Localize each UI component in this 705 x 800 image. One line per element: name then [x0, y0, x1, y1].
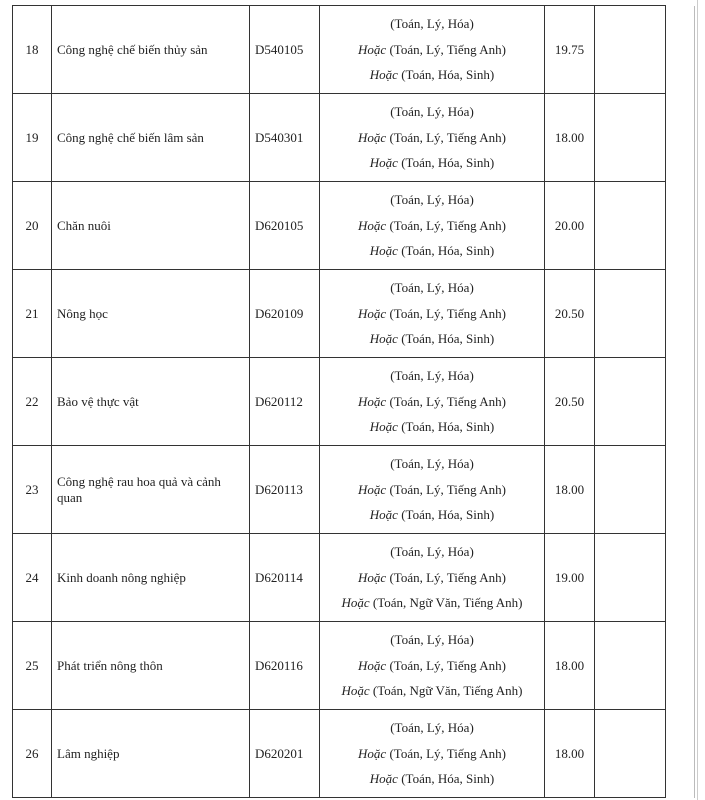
combination-text: (Toán, Lý, Tiếng Anh) [386, 305, 506, 321]
table-row [13, 358, 695, 446]
subject-combination [325, 37, 539, 63]
major-code: D620201 [250, 710, 320, 798]
combination-text: (Toán, Lý, Tiếng Anh) [386, 129, 506, 145]
subject-combinations [320, 182, 545, 270]
subject-combinations [320, 534, 545, 622]
major-name: Bảo vệ thực vật [52, 358, 250, 446]
admission-scores-table [12, 5, 695, 798]
row-number: 26 [13, 710, 52, 798]
admission-score: 19.00 [545, 534, 595, 622]
admission-score: 20.50 [545, 358, 595, 446]
or-label: Hoặc [369, 507, 398, 523]
combination-text: (Toán, Lý, Hóa) [390, 16, 474, 32]
empty-cell [666, 358, 695, 446]
subject-combinations [320, 622, 545, 710]
empty-cell [666, 622, 695, 710]
row-number: 22 [13, 358, 52, 446]
admission-score: 18.00 [545, 710, 595, 798]
combination-text: (Toán, Lý, Hóa) [390, 720, 474, 736]
subject-combination [325, 238, 539, 264]
subject-combination [325, 389, 539, 415]
empty-cell [595, 6, 666, 94]
subject-combination [325, 451, 539, 477]
subject-combination [325, 150, 539, 176]
or-label: Hoặc [358, 745, 387, 761]
subject-combination [325, 741, 539, 767]
empty-cell [666, 182, 695, 270]
empty-cell [666, 710, 695, 798]
combination-text: (Toán, Hóa, Sinh) [397, 419, 495, 435]
row-number: 20 [13, 182, 52, 270]
empty-cell [595, 182, 666, 270]
combination-text: (Toán, Lý, Tiếng Anh) [386, 569, 506, 585]
combination-text: (Toán, Hóa, Sinh) [397, 331, 495, 347]
subject-combination [325, 275, 539, 301]
admission-score: 18.00 [545, 622, 595, 710]
combination-text: (Toán, Hóa, Sinh) [397, 243, 495, 259]
table-row [13, 534, 695, 622]
combination-text: (Toán, Lý, Hóa) [390, 104, 474, 120]
major-code: D540301 [250, 94, 320, 182]
subject-combination [325, 213, 539, 239]
subject-combination [325, 414, 539, 440]
subject-combination [325, 678, 539, 704]
table-row [13, 710, 695, 798]
major-name: Công nghệ chế biến thủy sản [52, 6, 250, 94]
row-number: 19 [13, 94, 52, 182]
table-row [13, 6, 695, 94]
major-code: D620112 [250, 358, 320, 446]
empty-cell [595, 358, 666, 446]
or-label: Hoặc [369, 155, 398, 171]
or-label: Hoặc [369, 419, 398, 435]
or-label: Hoặc [358, 657, 387, 673]
empty-cell [595, 710, 666, 798]
or-label: Hoặc [341, 683, 370, 699]
empty-cell [595, 94, 666, 182]
subject-combination [325, 715, 539, 741]
table-row [13, 622, 695, 710]
admission-score: 18.00 [545, 94, 595, 182]
subject-combination [325, 766, 539, 792]
admission-score: 19.75 [545, 6, 595, 94]
table-row [13, 182, 695, 270]
or-label: Hoặc [369, 771, 398, 787]
combination-text: (Toán, Lý, Hóa) [390, 192, 474, 208]
table-row [13, 446, 695, 534]
major-code: D540105 [250, 6, 320, 94]
subject-combinations [320, 446, 545, 534]
table-body [13, 6, 695, 798]
subject-combination [325, 502, 539, 528]
subject-combination [325, 653, 539, 679]
table-row [13, 270, 695, 358]
major-name: Phát triển nông thôn [52, 622, 250, 710]
row-number: 25 [13, 622, 52, 710]
combination-text: (Toán, Hóa, Sinh) [397, 67, 495, 83]
admission-score: 18.00 [545, 446, 595, 534]
combination-text: (Toán, Lý, Tiếng Anh) [386, 393, 506, 409]
major-name: Chăn nuôi [52, 182, 250, 270]
empty-cell [666, 446, 695, 534]
combination-text: (Toán, Lý, Hóa) [390, 368, 474, 384]
or-label: Hoặc [358, 217, 387, 233]
row-number: 18 [13, 6, 52, 94]
subject-combinations [320, 358, 545, 446]
combination-text: (Toán, Lý, Tiếng Anh) [386, 657, 506, 673]
empty-cell [595, 270, 666, 358]
row-number: 21 [13, 270, 52, 358]
or-label: Hoặc [369, 67, 398, 83]
subject-combinations [320, 94, 545, 182]
or-label: Hoặc [358, 129, 387, 145]
or-label: Hoặc [369, 243, 398, 259]
or-label: Hoặc [358, 41, 387, 57]
table-row [13, 94, 695, 182]
major-code: D620113 [250, 446, 320, 534]
subject-combination [325, 565, 539, 591]
subject-combination [325, 363, 539, 389]
row-number: 23 [13, 446, 52, 534]
subject-combination [325, 11, 539, 37]
major-code: D620109 [250, 270, 320, 358]
combination-text: (Toán, Lý, Tiếng Anh) [386, 217, 506, 233]
major-name: Công nghệ chế biến lâm sản [52, 94, 250, 182]
combination-text: (Toán, Lý, Hóa) [390, 632, 474, 648]
combination-text: (Toán, Lý, Tiếng Anh) [386, 41, 506, 57]
empty-cell [666, 94, 695, 182]
combination-text: (Toán, Lý, Hóa) [390, 544, 474, 560]
major-name: Kinh doanh nông nghiệp [52, 534, 250, 622]
empty-cell [595, 622, 666, 710]
combination-text: (Toán, Hóa, Sinh) [397, 771, 495, 787]
row-number: 24 [13, 534, 52, 622]
major-name: Lâm nghiệp [52, 710, 250, 798]
empty-cell [666, 6, 695, 94]
or-label: Hoặc [358, 305, 387, 321]
major-name: Nông học [52, 270, 250, 358]
subject-combination [325, 62, 539, 88]
or-label: Hoặc [358, 481, 387, 497]
combination-text: (Toán, Lý, Tiếng Anh) [386, 745, 506, 761]
empty-cell [595, 534, 666, 622]
combination-text: (Toán, Lý, Hóa) [390, 280, 474, 296]
subject-combination [325, 326, 539, 352]
major-name: Công nghệ rau hoa quả và cảnh quan [52, 446, 250, 534]
combination-text: (Toán, Hóa, Sinh) [397, 507, 495, 523]
combination-text: (Toán, Ngữ Văn, Tiếng Anh) [369, 683, 523, 699]
subject-combination [325, 590, 539, 616]
page-edge-line [697, 0, 698, 800]
admission-score: 20.00 [545, 182, 595, 270]
major-code: D620116 [250, 622, 320, 710]
empty-cell [666, 534, 695, 622]
subject-combination [325, 187, 539, 213]
subject-combination [325, 539, 539, 565]
subject-combinations [320, 6, 545, 94]
subject-combination [325, 627, 539, 653]
admission-score: 20.50 [545, 270, 595, 358]
or-label: Hoặc [341, 595, 370, 611]
combination-text: (Toán, Lý, Tiếng Anh) [386, 481, 506, 497]
subject-combination [325, 477, 539, 503]
subject-combinations [320, 710, 545, 798]
subject-combination [325, 99, 539, 125]
or-label: Hoặc [358, 393, 387, 409]
combination-text: (Toán, Lý, Hóa) [390, 456, 474, 472]
or-label: Hoặc [369, 331, 398, 347]
combination-text: (Toán, Ngữ Văn, Tiếng Anh) [369, 595, 523, 611]
combination-text: (Toán, Hóa, Sinh) [397, 155, 495, 171]
or-label: Hoặc [358, 569, 387, 585]
major-code: D620114 [250, 534, 320, 622]
empty-cell [666, 270, 695, 358]
major-code: D620105 [250, 182, 320, 270]
subject-combination [325, 301, 539, 327]
subject-combinations [320, 270, 545, 358]
empty-cell [595, 446, 666, 534]
subject-combination [325, 125, 539, 151]
